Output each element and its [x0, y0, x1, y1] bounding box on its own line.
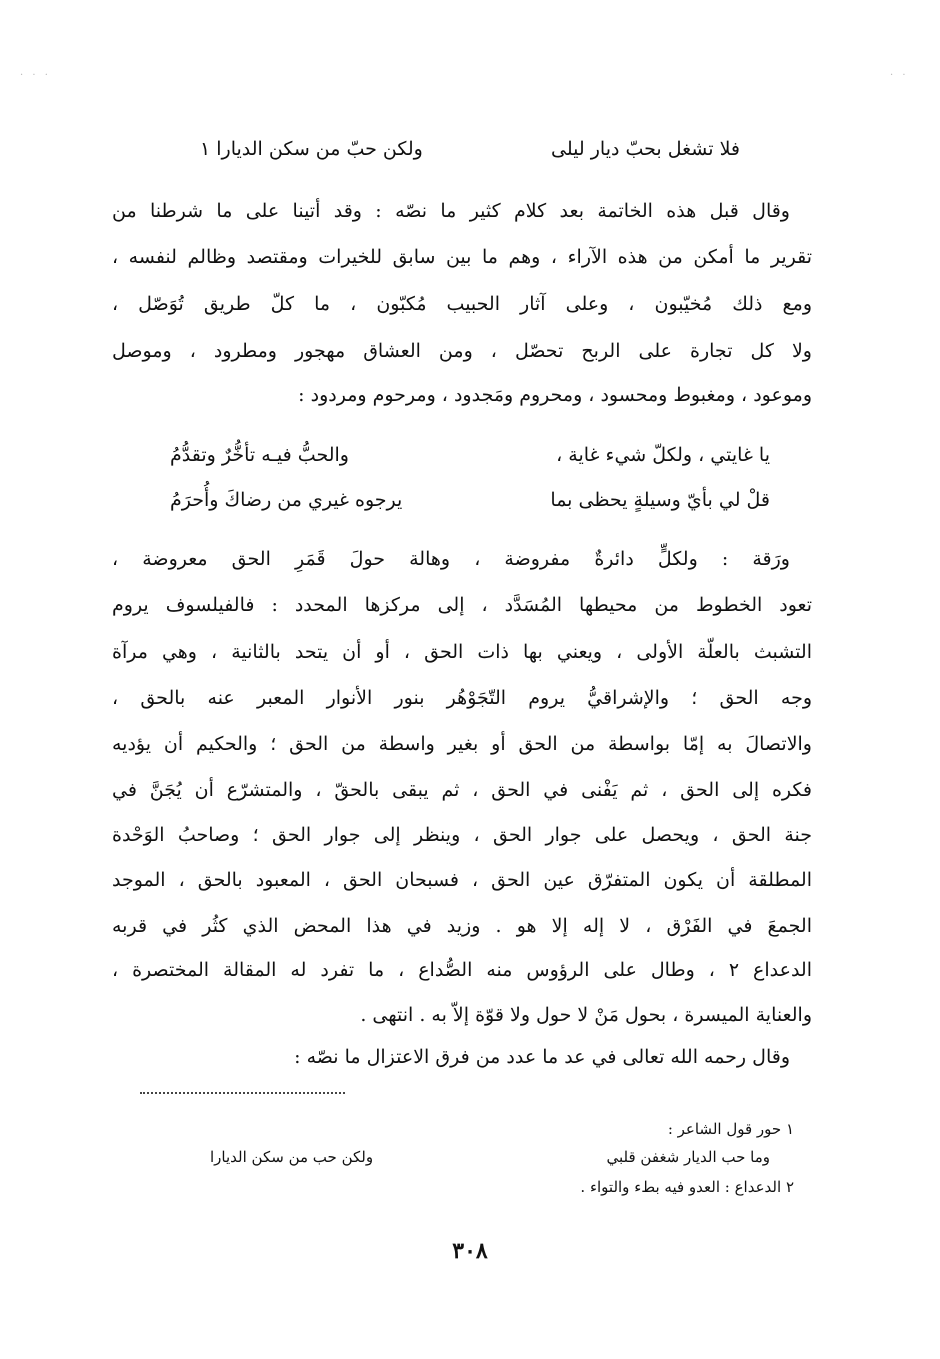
paragraph-line: الدعداع ٢ ، وطال على الرؤوس منه الصُّداع ، ما تفرد له المقالة المختصرة ،	[112, 959, 812, 981]
verse-line	[170, 444, 770, 472]
opening-verse	[200, 138, 740, 166]
verse-hemistich-second: ولكن حبّ من سكن الديارا ١	[200, 138, 423, 160]
paragraph-line: ولا كل تجارة على الربح تحصّل ، ومن العشاق مهجور ومطرود ، وموصل	[112, 340, 812, 362]
paragraph-line: وجه الحق ؛ والإشراقيُّ يروم التّجَوْهُر بنور الأنوار المعبر عنه بالحق ،	[112, 687, 812, 709]
verse-hemistich-second: والحبُّ فيـه تأخُّرٌ وتقدُّمُ	[170, 444, 349, 466]
paragraph-line: المطلقة أن يكون المتفرّق عين الحق ، فسبحان الحق ، المعبود بالحق ، الموجد	[112, 869, 812, 891]
paragraph-line: وقال رحمه الله تعالى في عد ما عدد من فرق الاعتزال ما نصّه :	[294, 1046, 790, 1068]
verse-hemistich-first: فلا تشغل بحبّ ديار ليلى	[551, 138, 740, 160]
verse-line	[170, 489, 770, 517]
verse-hemistich-first: قلْ لي بأيّ وسيلةٍ يحظى بما	[550, 489, 770, 511]
footnote-verse-first: وما حب الديار شغفن قلبي	[606, 1148, 770, 1166]
scan-speck: · · ·	[20, 70, 51, 81]
paragraph-line: والعناية الميسرة ، بحول مَنْ لا حول ولا قوّة إلاّ به . انتهى .	[360, 1004, 812, 1026]
verse-hemistich-second: يرجوه غيري من رضاكَ وأُحرَمُ	[170, 489, 403, 511]
paragraph-line: وموعود ، ومغبوط ومحسود ، ومحروم ومَجدود ، ومرحوم ومردود :	[298, 384, 812, 406]
paragraph-line: الجمعَ في الفَرْق ، لا إله إلا هو . وزيد في هذا المحض الذي كثُر في قربه	[112, 915, 812, 937]
footnote-2: ٢ الدعداع : العدو فيه بطء والتواء .	[580, 1178, 794, 1196]
footnote-1-intro: ١ حور قول الشاعر :	[667, 1120, 794, 1138]
paragraph-line: والاتصالَ به إمّا بواسطة من الحق أو بغير واسطة من الحق ؛ والحكيم أن يؤديه	[112, 733, 812, 755]
paragraph-line: فكره إلى الحق ، ثم يَفْنى في الحق ، ثم يبقى بالحقّ ، والمتشرّع أن يُجَنَّ في	[112, 779, 812, 801]
page-number: ٣٠٨	[452, 1238, 488, 1264]
paragraph-line: تعود الخطوط من محيطها المُسَدَّد ، إلى مركزها المحدد : فالفيلسوف يروم	[112, 594, 812, 616]
paragraph-line: وقال قبل هذه الخاتمة بعد كلام كثير ما نصّه : وقد أتينا على ما شرطنا من	[112, 200, 790, 222]
paragraph-line: ورَقة : ولكلٍّ دائرةٌ مفروضة ، وهالة حولَ قَمَرِ الحق معروضة ،	[112, 548, 790, 570]
footnote-separator	[140, 1092, 345, 1094]
paragraph-line: تقرير ما أمكن من هذه الآراء ، وهم ما بين سابق للخيرات ومقتصد وظالم لنفسه ،	[112, 246, 812, 268]
paragraph-line: ومع ذلك مُخيّبون ، وعلى آثار الحبيب مُكبّون ، ما كلّ طريق تُوَصّل ،	[112, 293, 812, 315]
scan-speck: · ·	[890, 70, 909, 81]
verse-hemistich-first: يا غايتي ، ولكلّ شيء غاية ،	[556, 444, 770, 466]
paragraph-line: التشبث بالعلّة الأولى ، ويعني بها ذات الحق ، أو أن يتحد بالثانية ، وهي مرآة	[112, 641, 812, 663]
paragraph-line: جنة الحق ، ويحصل على جوار الحق ، وينظر إلى جوار الحق ؛ وصاحبُ الوَحْدة	[112, 824, 812, 846]
footnote-verse-second: ولكن حب من سكن الديارا	[210, 1148, 374, 1166]
